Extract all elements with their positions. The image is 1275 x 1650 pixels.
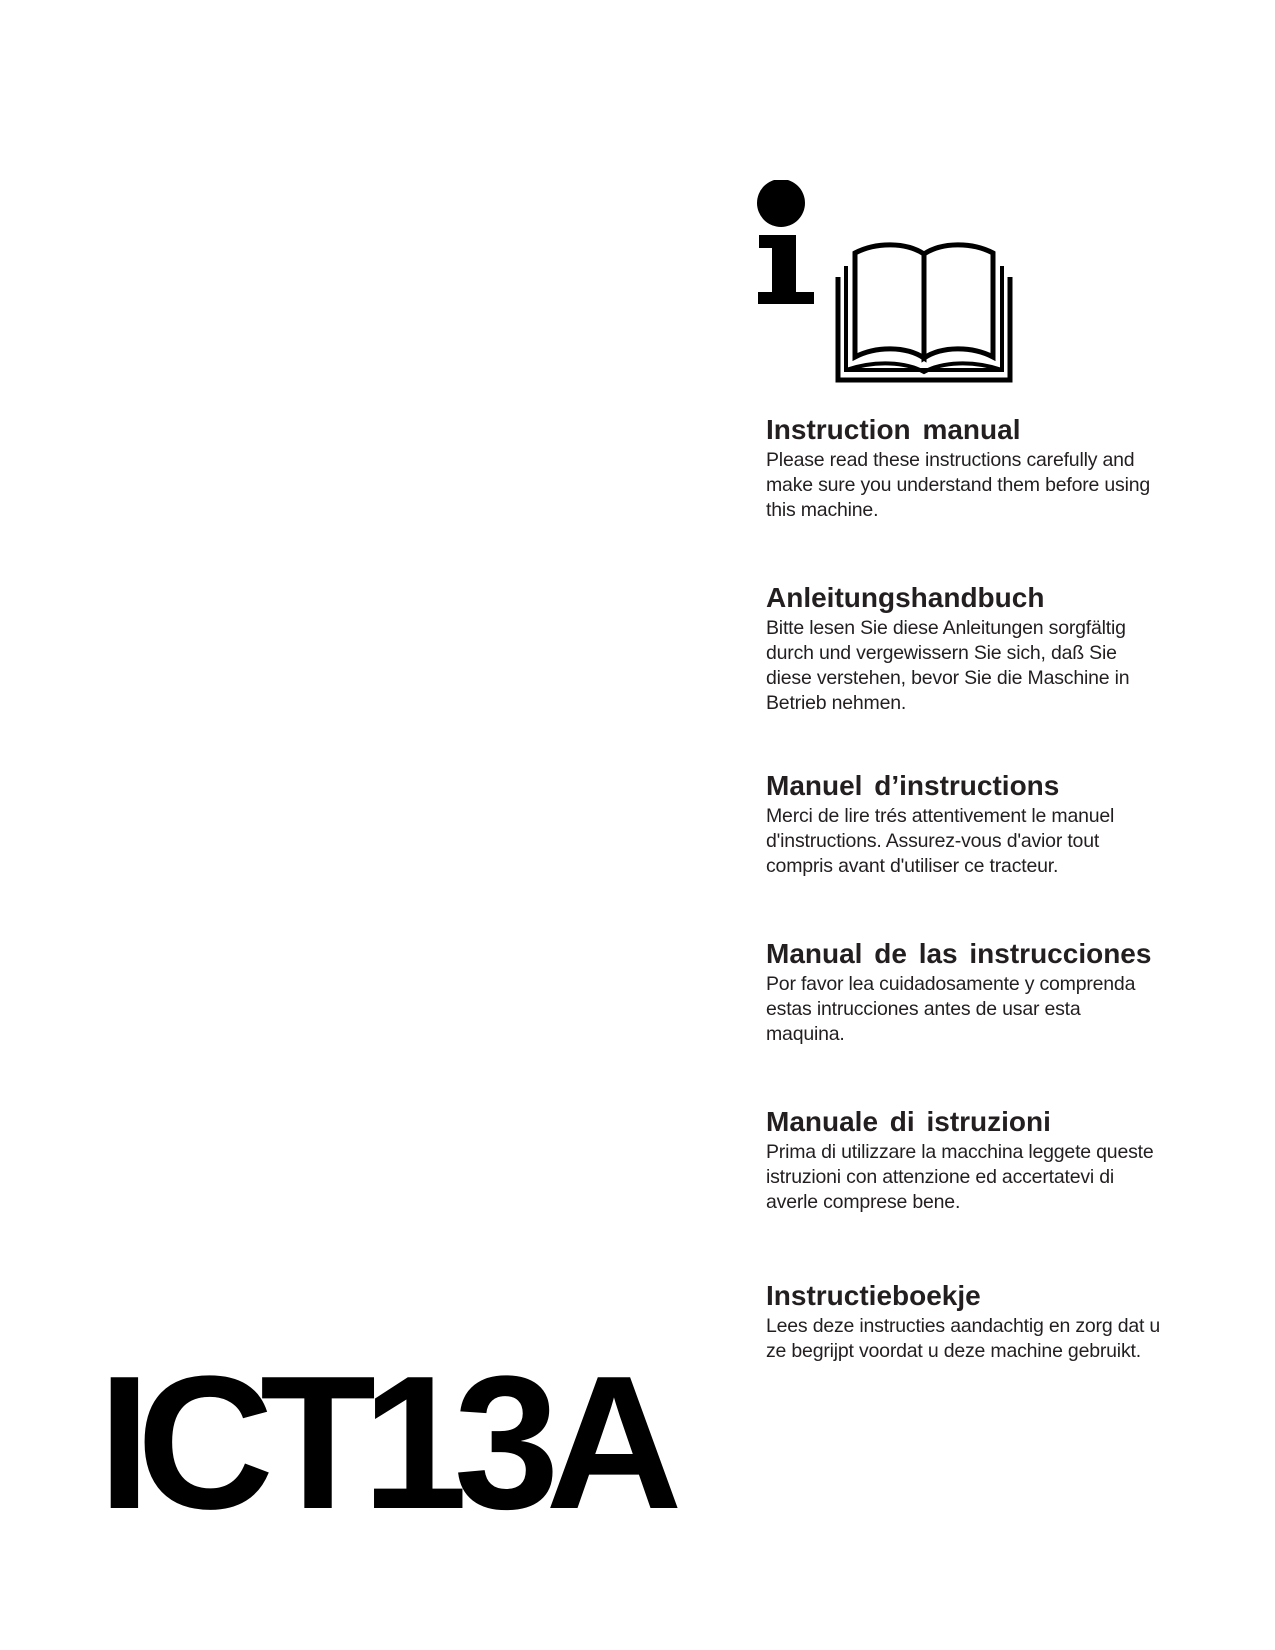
section-title-french: Manuel d’instructions: [766, 770, 1060, 801]
text-line: diese verstehen, bevor Sie die Maschine in: [766, 667, 1130, 689]
text-line: compris avant d'utiliser ce tracteur.: [766, 855, 1059, 877]
section-french: [766, 770, 1206, 879]
section-title-german: Anleitungshandbuch: [766, 582, 1045, 613]
section-text-english: [766, 448, 1206, 523]
section-title-spanish: Manual de las instrucciones: [766, 938, 1152, 969]
section-english: [766, 414, 1206, 523]
text-line: d'instructions. Assurez-vous d'avior tout: [766, 830, 1100, 852]
text-line: istruzioni con attenzione ed accertatevi di: [766, 1166, 1115, 1188]
text-line: Betrieb nehmen.: [766, 692, 907, 714]
text-line: Merci de lire trés attentivement le manuel: [766, 805, 1115, 827]
read-manual-icon: [756, 180, 1016, 385]
text-line: ze begrijpt voordat u deze machine gebruikt.: [766, 1340, 1141, 1362]
text-line: Prima di utilizzare la macchina leggete queste: [766, 1141, 1154, 1163]
text-line: durch und vergewissern Sie sich, daß Sie: [766, 642, 1117, 664]
text-line: Por favor lea cuidadosamente y comprenda: [766, 973, 1136, 995]
section-italian: [766, 1106, 1206, 1215]
model-number: ICT13A: [98, 1337, 669, 1549]
section-text-spanish: [766, 972, 1206, 1047]
text-line: Lees deze instructies aandachtig en zorg dat u: [766, 1315, 1161, 1337]
section-text-german: [766, 616, 1206, 716]
section-text-dutch: [766, 1314, 1206, 1364]
text-line: maquina.: [766, 1023, 845, 1045]
section-german: [766, 582, 1206, 716]
text-line: averle comprese bene.: [766, 1191, 961, 1213]
text-line: Bitte lesen Sie diese Anleitungen sorgfältig: [766, 617, 1126, 639]
section-title-dutch: Instructieboekje: [766, 1280, 981, 1311]
text-line: this machine.: [766, 499, 879, 521]
section-text-italian: [766, 1140, 1206, 1215]
section-title-italian: Manuale di istruzioni: [766, 1106, 1051, 1137]
section-text-french: [766, 804, 1206, 879]
section-title-english: Instruction manual: [766, 414, 1021, 445]
text-line: make sure you understand them before using: [766, 474, 1150, 496]
text-line: estas intrucciones antes de usar esta: [766, 998, 1081, 1020]
section-dutch: [766, 1280, 1206, 1364]
text-line: Please read these instructions carefully and: [766, 449, 1135, 471]
section-spanish: [766, 938, 1206, 1047]
